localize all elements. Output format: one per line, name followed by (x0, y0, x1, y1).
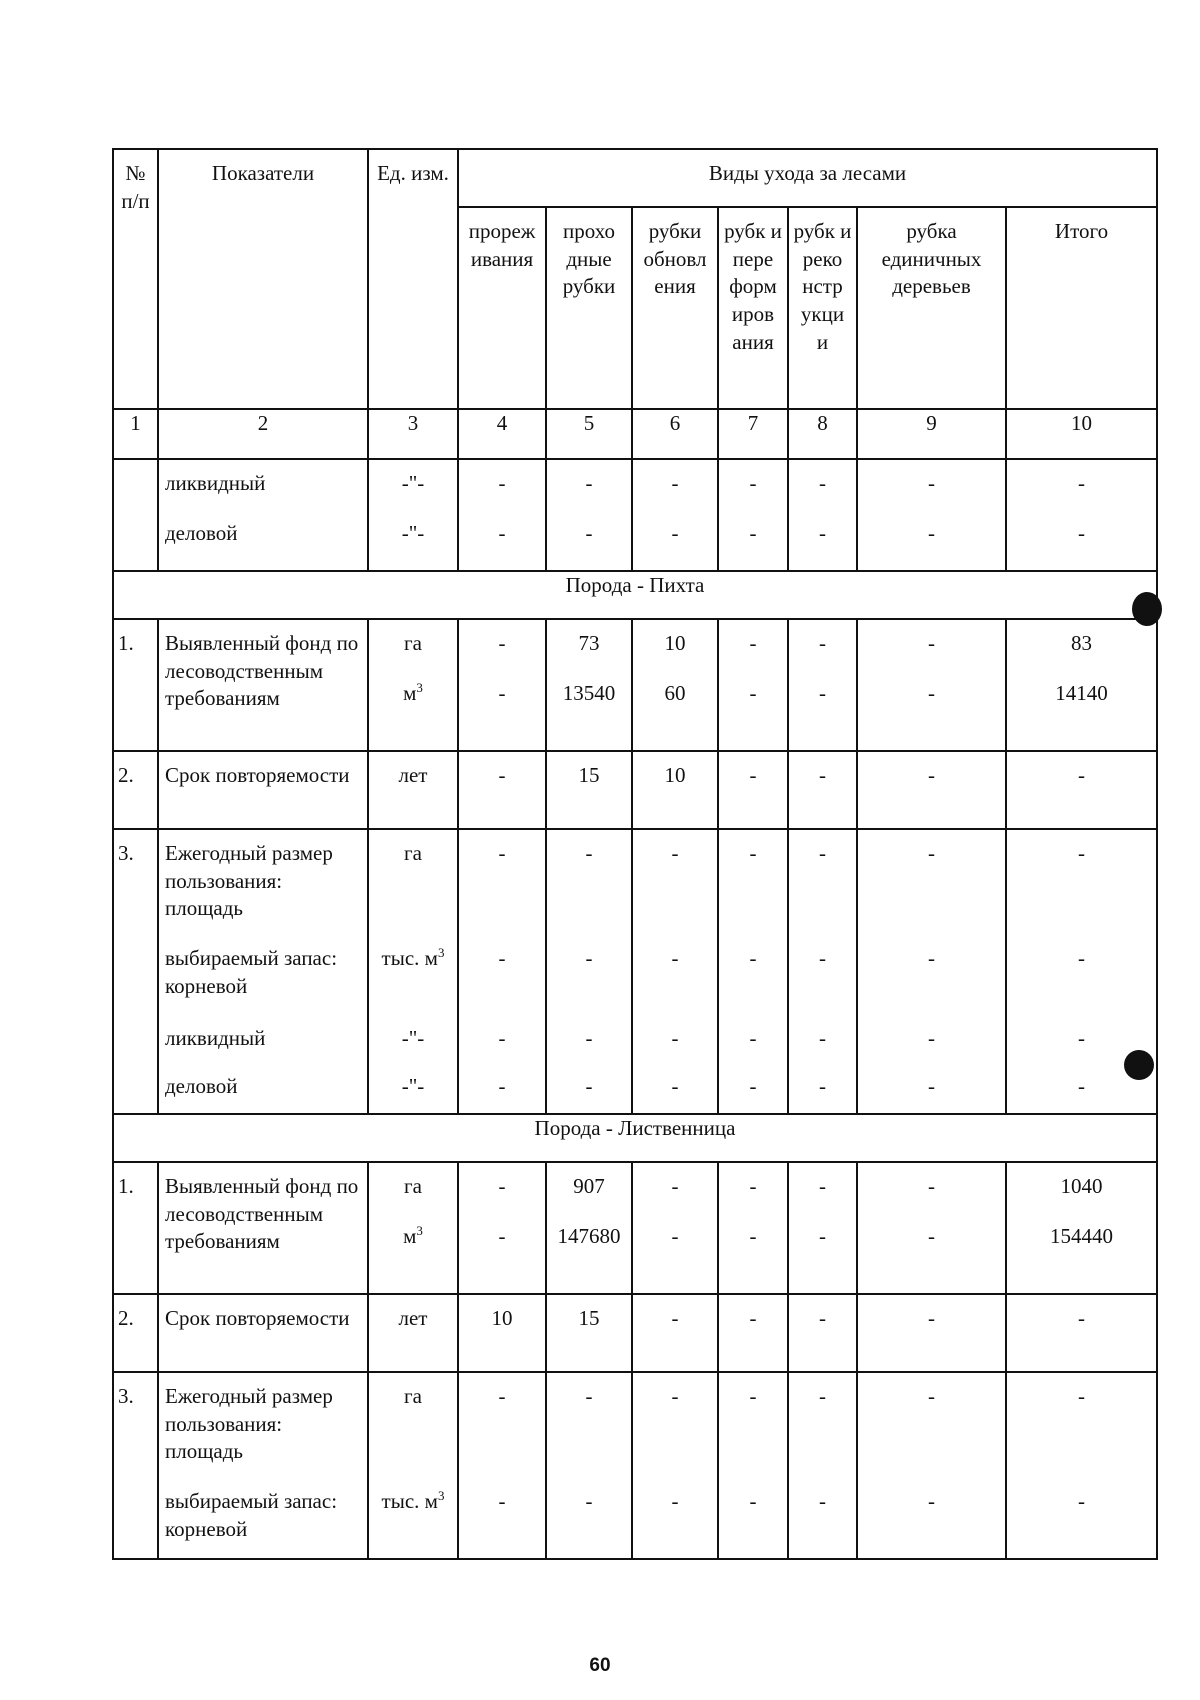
cell-value: - (498, 1074, 506, 1098)
cell-value: 13540 (562, 681, 616, 705)
table-row (113, 1372, 1157, 1559)
cell-value: 10 (458, 1294, 546, 1372)
cell-value: - (819, 841, 826, 865)
cell-value: - (928, 1489, 935, 1513)
cell-value: - (819, 631, 826, 655)
cell-value: - (749, 1074, 757, 1098)
col-number: 5 (546, 409, 632, 459)
section-title-larch: Порода - Лиственница (113, 1114, 1157, 1162)
cell-value: - (928, 631, 935, 655)
unit-ha: га (404, 841, 422, 865)
row-label-area: Ежегодный размер пользования: площадь (165, 841, 333, 921)
cell-value: - (819, 471, 826, 495)
cell-value: - (928, 681, 935, 705)
cell-value: - (585, 1489, 593, 1513)
cell-value: 60 (664, 681, 686, 705)
cell-value: - (498, 1026, 506, 1050)
cell-value: - (788, 751, 857, 829)
cell-value: - (671, 1384, 679, 1408)
cell-value: - (671, 521, 679, 545)
unit-m3: $м^3$ (403, 1223, 423, 1248)
unit-ha: га (404, 1384, 422, 1408)
cell-value: - (671, 841, 679, 865)
cell-value: - (1078, 1489, 1085, 1513)
cell-value: - (585, 841, 593, 865)
cell-value: - (749, 681, 757, 705)
col-number: 7 (718, 409, 788, 459)
col-number: 10 (1006, 409, 1157, 459)
cell-value: - (498, 1174, 506, 1198)
cell-value: 15 (546, 751, 632, 829)
row-label-liquid: ликвидный (165, 1026, 266, 1050)
cell-value: - (585, 471, 593, 495)
row-number: 2. (113, 1294, 158, 1372)
cell-value: - (671, 471, 679, 495)
header-col-reconstruction: рубк и реко нстр укци и (788, 207, 857, 409)
section-title-fir: Порода - Пихта (113, 571, 1157, 619)
cell-value: - (788, 1294, 857, 1372)
cell-value: - (498, 471, 506, 495)
cell-value: - (819, 946, 826, 970)
ink-blot (1124, 1050, 1154, 1080)
row-label: Выявленный фонд по лесоводственным требованиям (158, 619, 368, 751)
cell-value: - (671, 1174, 679, 1198)
cell-value: - (928, 841, 935, 865)
col-number: 4 (458, 409, 546, 459)
page-number: 60 (589, 1655, 611, 1676)
row-label-liquid: ликвидный (165, 471, 266, 495)
header-col-thinning: прореж ивания (458, 207, 546, 409)
cell-value: 83 (1071, 631, 1092, 655)
row-number: 3. (113, 1372, 158, 1559)
cell-value: 10 (632, 751, 718, 829)
cell-value: - (749, 1384, 757, 1408)
cell-value: - (928, 1224, 935, 1248)
row-label-stock: выбираемый запас: корневой (165, 1489, 338, 1541)
header-col-reforming: рубк и пере форм иров ания (718, 207, 788, 409)
cell-value: - (1078, 471, 1085, 495)
unit-ditto: -"- (401, 471, 425, 495)
cell-value: - (749, 631, 757, 655)
cell-value: - (1006, 1294, 1157, 1372)
cell-value: - (671, 1026, 679, 1050)
cell-value: - (1078, 946, 1085, 970)
cell-value: - (928, 946, 935, 970)
unit-years: лет (368, 751, 458, 829)
cell-value: - (749, 1174, 757, 1198)
table-row (113, 459, 1157, 571)
cell-value: - (819, 521, 826, 545)
header-group-title: Виды ухода за лесами (458, 149, 1157, 207)
cell-value: - (1078, 1026, 1085, 1050)
cell-value: - (671, 946, 679, 970)
header-no: № п/п (113, 149, 158, 409)
row-label-business: деловой (165, 1074, 238, 1098)
ink-blot (1132, 592, 1162, 626)
cell-value: - (819, 1224, 826, 1248)
cell-value: - (498, 681, 506, 705)
cell-value: 1040 (1060, 1174, 1103, 1198)
unit-ha: га (404, 1174, 422, 1198)
cell-value: - (498, 1224, 506, 1248)
row-label-business: деловой (165, 521, 238, 545)
header-col-renewal: рубки обновл ения (632, 207, 718, 409)
cell-value: - (819, 1174, 826, 1198)
cell-value: - (585, 1026, 593, 1050)
cell-value: - (1078, 1074, 1085, 1098)
row-label: Срок повторяемости (158, 1294, 368, 1372)
unit-ha: га (404, 631, 422, 655)
cell-value: - (749, 471, 757, 495)
cell-value: - (819, 1074, 826, 1098)
cell-value: - (718, 751, 788, 829)
cell-value: - (585, 521, 593, 545)
unit-thousand-m3: тыс. $м^3$ (381, 1488, 445, 1513)
col-number: 6 (632, 409, 718, 459)
cell-value: - (928, 1074, 935, 1098)
header-indicators: Показатели (158, 149, 368, 409)
col-number: 2 (158, 409, 368, 459)
cell-value: 73 (578, 631, 600, 655)
cell-value: - (585, 946, 593, 970)
cell-value: 147680 (557, 1224, 621, 1248)
cell-value: - (928, 1384, 935, 1408)
cell-value: - (857, 751, 1006, 829)
cell-value: - (928, 1174, 935, 1198)
cell-value: - (671, 1224, 679, 1248)
cell-value: - (498, 946, 506, 970)
cell-value: - (498, 521, 506, 545)
header-col-single-trees: рубка единичных деревьев (857, 207, 1006, 409)
row-number: 1. (113, 619, 158, 751)
cell-value: - (749, 946, 757, 970)
cell-value: - (671, 1074, 679, 1098)
cell-value: - (585, 1074, 593, 1098)
cell-value: 907 (573, 1174, 605, 1198)
cell-value: - (819, 1026, 826, 1050)
header-col-passing: прохо дные рубки (546, 207, 632, 409)
row-label-area: Ежегодный размер пользования: площадь (165, 1384, 333, 1464)
cell-value: - (498, 631, 506, 655)
row-label: Срок повторяемости (158, 751, 368, 829)
cell-value: - (749, 521, 757, 545)
cell-value: - (718, 1294, 788, 1372)
row-label: Выявленный фонд по лесоводственным требованиям (158, 1162, 368, 1294)
cell-value: - (819, 1384, 826, 1408)
unit-ditto: -"- (401, 1074, 425, 1098)
col-number: 3 (368, 409, 458, 459)
cell-value: - (632, 1294, 718, 1372)
row-number: 1. (113, 1162, 158, 1294)
cell-value: 154440 (1050, 1224, 1113, 1248)
cell-value: - (1078, 1384, 1085, 1408)
cell-value: - (498, 1489, 506, 1513)
header-col-total: Итого (1006, 207, 1157, 409)
cell-value: 10 (664, 631, 686, 655)
cell-value: - (928, 1026, 935, 1050)
table-row (113, 1294, 1157, 1372)
row-number: 2. (113, 751, 158, 829)
cell-value: - (585, 1384, 593, 1408)
cell-value: 15 (546, 1294, 632, 1372)
cell-value: - (1078, 521, 1085, 545)
cell-value: - (749, 1026, 757, 1050)
unit-ditto: -"- (401, 1026, 425, 1050)
unit-m3: $м^3$ (403, 680, 423, 705)
table-row (113, 829, 1157, 1114)
forest-care-table (112, 148, 1158, 1560)
table-row (113, 751, 1157, 829)
cell-value: 14140 (1055, 681, 1108, 705)
table-row (113, 1162, 1157, 1294)
cell-value: - (498, 1384, 506, 1408)
cell-value: - (1078, 841, 1085, 865)
cell-value: - (928, 471, 935, 495)
unit-ditto: -"- (401, 521, 425, 545)
row-label-stock: выбираемый запас: корневой (165, 946, 338, 998)
cell-value: - (928, 521, 935, 545)
cell-value: - (1006, 751, 1157, 829)
unit-thousand-m3: тыс. $м^3$ (381, 945, 445, 970)
header-unit: Ед. изм. (368, 149, 458, 409)
cell-value: - (749, 1489, 757, 1513)
row-number: 3. (113, 829, 158, 1114)
col-number: 9 (857, 409, 1006, 459)
cell-value: - (749, 1224, 757, 1248)
unit-years: лет (368, 1294, 458, 1372)
cell-value: - (498, 841, 506, 865)
cell-value: - (749, 841, 757, 865)
cell-value: - (458, 751, 546, 829)
table-row (113, 619, 1157, 751)
cell-value: - (819, 681, 826, 705)
cell-value: - (857, 1294, 1006, 1372)
cell-value: - (671, 1489, 679, 1513)
cell-value: - (819, 1489, 826, 1513)
col-number: 1 (113, 409, 158, 459)
col-number: 8 (788, 409, 857, 459)
